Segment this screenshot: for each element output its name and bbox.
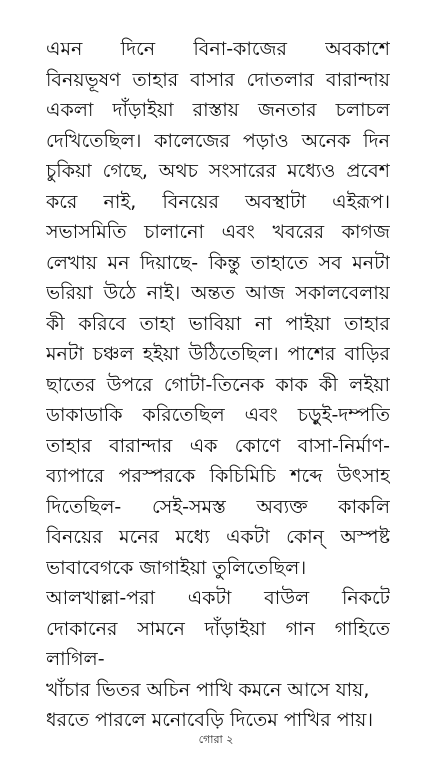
text-line: ভাবাবেগকে জাগাইয়া তুলিতেছিল। [46, 556, 307, 579]
paragraph-1 [46, 34, 390, 583]
text-line: দেখিতেছিল। কালেজের পড়াও অনেক দিন [46, 129, 390, 152]
text-line: ডাকাডাকি করিতেছিল এবং চড়ুই-দম্পতি [46, 404, 390, 426]
body-text [46, 34, 390, 736]
text-line: দোকানের সামনে দাঁড়াইয়া গান গাহিতে [46, 617, 390, 640]
text-line: বিনয়ভূষণ তাহার বাসার দোতলার বারান্দায় [46, 68, 390, 91]
text-line: ভরিয়া উঠে নাই। অন্তত আজ সকালবেলায় [46, 282, 390, 304]
text-line: মনটা চঞ্চল হইয়া উঠিতেছিল। পাশের বাড়ির [46, 343, 390, 365]
page-number-label: গোরা ২ [198, 733, 234, 746]
text-line: লেখায় মন দিয়াছে- কিন্তু তাহাতে সব মনটা [46, 251, 390, 274]
text-line: করে নাই, বিনয়ের অবস্থাটা এইরূপ। [46, 190, 390, 213]
text-line: চুকিয়া গেছে, অথচ সংসারের মধ্যেও প্রবেশ [46, 160, 390, 182]
text-line: তাহার বারান্দার এক কোণে বাসা-নির্মাণ- [46, 434, 390, 457]
text-line: ব্যাপারে পরস্পরকে কিচিমিচি শব্দে উৎসাহ [46, 465, 390, 487]
text-line: লাগিল- [46, 648, 105, 670]
text-line: সভাসমিতি চালানো এবং খবরের কাগজ [46, 221, 390, 243]
text-line: একলা দাঁড়াইয়া রাস্তায় জনতার চলাচল [46, 99, 390, 121]
verse-line: ধরতে পারলে মনোবেড়ি দিতেম পাখির পায়। [46, 709, 374, 731]
paragraph-2 [46, 583, 390, 675]
verse [46, 675, 390, 736]
verse-line: খাঁচার ভিতর অচিন পাখি কমনে আসে যায়, [46, 678, 370, 701]
text-line: বিনয়ের মনের মধ্যে একটা কোন্ অস্পষ্ট [46, 526, 390, 548]
text-line: কী করিবে তাহা ভাবিয়া না পাইয়া তাহার [46, 312, 390, 335]
text-line: ছাতের উপরে গোটা-তিনেক কাক কী লইয়া [46, 373, 390, 396]
text-line: আলখাল্লা-পরা একটা বাউল নিকটে [46, 587, 390, 609]
text-line: দিতেছিল- সেই-সমস্ত অব্যক্ত কাকলি [46, 495, 390, 518]
text-line: এমন দিনে বিনা-কাজের অবকাশে [46, 38, 390, 60]
page-footer [0, 733, 432, 747]
